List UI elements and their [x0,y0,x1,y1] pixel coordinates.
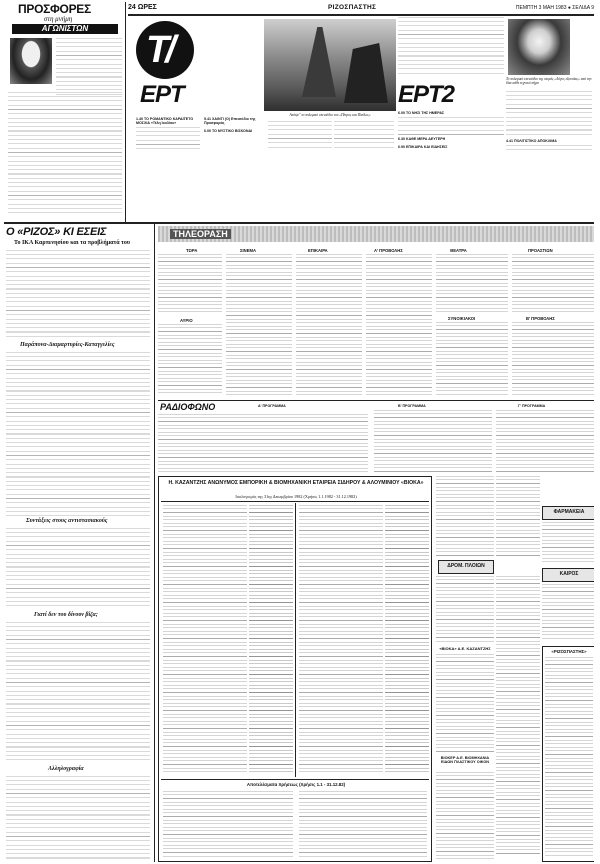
tv-guide [158,226,594,398]
main-divider [154,224,155,862]
tv-col5-head: ΘΕΑΤΡΑ [450,248,467,253]
radio-sub2: Β' ΠΡΟΓΡΑΜΜΑ [398,404,426,408]
tv-right-text [506,91,592,137]
tv-center-photo [264,19,396,111]
tv-center-caption: Απόψε" το πολεμικό επεισόδιο του «Πέτρος και Παύλος» [289,113,371,117]
notices-column-b [496,476,540,862]
radio-text-1 [158,414,368,472]
radio-sub3: Γ' ΠΡΟΓΡΑΜΜΑ [518,404,546,408]
offer-title: ΠΡΟΣΦΟΡΕΣ [18,2,91,16]
radio-text-3 [496,410,594,472]
ert-logo: ΕΡΤ [140,81,184,108]
tv-col1-head: ΤΩΡΑ [186,248,198,253]
ert2-text-b [398,117,504,137]
offer-text-bottom [8,92,122,216]
section-complaints: Παράπονα-Διαμαρτυρίες-Καταγγελίες [20,342,115,348]
tv-col7-text [512,322,594,396]
date-page-label: ΠΕΜΠΤΗ 3 ΜΑΗ 1983 ● ΣΕΛΙΔΑ 9 [515,5,594,11]
balance-col-b [249,505,293,775]
section-letters: Αλληλογραφία [48,766,84,772]
rizospastis-box-text [545,657,593,857]
ert2-text-a [398,17,504,75]
ert2-program-3: 4.41 ΠΟΛΙΤΙΣΤΙΚΟ ΑΠΟΚΛΙΜΑ [506,139,557,143]
right-boxes [542,476,594,862]
tv-col4-text [366,254,432,396]
tv-col1-sub: ΑΥΡΙΟ [180,318,193,323]
notice-title: «ΒΙΟΚΑ» Α.Ε. ΚΑΖΑΝΤΖΗΣ [439,646,491,651]
portrait-photo [10,38,52,84]
ert-program-text-a [136,127,200,149]
ert2-program-4: 6.90 ΕΠΙΚΑΙΡΑ ΚΑΙ ΕΙΔΗΣΕΙΣ [398,145,448,149]
tv-col1-text2 [158,324,222,396]
main-text-5 [6,776,150,860]
notices-column [436,476,494,862]
ert2-program-2: 6.30 ΚΑΘΕ ΜΕΡΑ ΔΕΥΤΕΡΗ [398,137,446,141]
radio-heading: ΡΑΔΙΟΦΩΝΟ [160,402,216,412]
tv-guide-heading: ΤΗΛΕΟΡΑΣΗ [170,229,231,239]
ert2-logo: ΕΡΤ2 [398,81,455,108]
results-col-b [299,791,427,857]
results-col-a [163,791,293,857]
tv-col3-text [296,254,362,396]
rizospastis-box [542,646,594,862]
main-text-1 [6,250,150,338]
tv-col6-head: ΠΡΟΑΣΤΙΩΝ [528,248,553,253]
ert2-program-1: 6.00 ΤΟ ΝΗΣΙ ΤΗΣ ΗΜΕΡΑΣ [398,111,445,115]
ert-program-2: 5.41 ΧΑΙΝΤΙ (Ο) Επεισόδιο της Προσφοράς [204,117,256,125]
page-section-label: 24 ΩΡΕΣ [128,4,157,11]
offer-banner: ΑΓΩΝΙΣΤΩΝ [12,24,118,34]
radio-sub1: Α' ΠΡΟΓΡΑΜΜΑ [258,404,286,408]
tv-col3-head: ΕΠΙΚΑΙΡΑ [308,248,328,253]
tv-col5-text2 [436,322,508,396]
weather-box: ΚΑΙΡΟΣ [542,568,594,582]
ert-program-1: 1.40 ΤΟ ΡΟΜΑΝΤΙΚΟ ΚΑΡΔΙΤΕΤΟ ΜΟΣΧΙΑ «Τέλη Ιουλίου» [136,117,194,125]
main-text-4 [6,622,150,762]
tv-col4-head: Α' ΠΡΟΒΟΛΗΣ [374,248,403,253]
section-visa: Γιατί δεν του δίνουν βίζα; [34,612,98,618]
section-pensions: Συντάξεις στους αντιστασιακούς [26,518,108,524]
road-text [436,576,494,642]
main-headline: Ο «ΡΙΖΟΣ» ΚΙ ΕΣΕΙΣ [6,226,107,238]
pharmacy-box: ΦΑΡΜΑΚΕΙΑ [542,506,594,520]
notice2-text [436,772,494,860]
offer-box [4,2,124,220]
tv-col7-head: Β' ΠΡΟΒΟΛΗΣ [526,316,555,321]
tv-strip [128,17,594,217]
notice-text-top [436,476,494,556]
offer-subtitle: στη μνήμη [44,15,73,23]
col-b-text-top [496,476,540,556]
masthead: ΡΙΖΟΣΠΑΣΤΗΣ [328,4,377,11]
tv-col1-text [158,254,222,314]
tv-col5-text [436,254,508,312]
tv-col2-head: ΣΙΝΕΜΑ [240,248,257,253]
ert-logo-mark: T/ [146,29,172,71]
balance-col-d [385,505,429,775]
offer-text-right [56,38,122,98]
tv-right-caption: Το πολεμικό επεισόδιο της σειράς «Λόγος εξουσίας» από την ίδια κάθε τεχνικό σήμα [506,77,592,85]
balance-subtitle: Ισολογισμός της 31ης Δεκεμβρίου 1982 (Χρήσις 1.1.1982 - 31.12.1982) [235,494,357,499]
pharmacy-text [542,522,594,562]
tv-col5-sub: ΣΥΝΟΙΚΙΑΚΟΙ [448,316,476,321]
main-text-2 [6,352,150,516]
notice-text [436,654,494,752]
weather-text [542,584,594,640]
tv-col2-text [226,254,292,396]
main-story [4,226,152,862]
main-text-3 [6,528,150,608]
main-subhead: Το ΙΚΑ Καρπενησίου και τα προβλήματά του [14,240,130,246]
balance-sheet [158,476,432,862]
offer-divider [125,2,126,222]
notice2-title: ΒΙΟΚΕΡ Α.Ε. ΒΙΟΜΗΧΑΝΙΑ ΕΙΔΩΝ ΠΛΑΣΤΙΚΟΥ ΟΙΚΟΝ [440,756,490,764]
tv-strip-bottom-rule [4,222,594,224]
results-title: Αποτελέσματα Χρήσεως (Χρήσις 1.1 - 31.12.82) [246,782,346,787]
ert-program-3: 6.00 ΤΟ ΜΥΣΤΙΚΟ ΒΙΣΚΟΝΔΙ [204,129,253,133]
ert2-text-c [506,145,592,151]
ert-program-text-c [334,121,394,149]
balance-col-c [299,505,383,775]
radio-text-2 [374,410,492,472]
balance-col-a [163,505,247,775]
tv-col6-text [512,254,594,312]
balance-title: Η. ΚΑΖΑΝΤΖΗΣ ΑΝΩΝΥΜΟΣ ΕΜΠΟΡΙΚΗ & ΒΙΟΜΗΧΑΝΙΚΗ ΕΤΑΙΡΕΙΑ ΣΙΔΗΡΟΥ & ΑΛΟΥΜΙΝΙΟΥ «ΒΙΟΚΑ» [168,480,424,486]
rizospastis-box-title: «ΡΙΖΟΣΠΑΣΤΗΣ» [551,649,587,654]
col-b-text-mid [496,576,540,856]
ert-program-text-b [268,121,332,149]
radio-section [158,400,594,474]
top-bar [128,4,594,14]
top-rule [128,14,594,16]
road-box: ΔΡΟΜ. ΠΛΟΙΩΝ [438,560,494,574]
tv-right-photo [508,19,570,75]
